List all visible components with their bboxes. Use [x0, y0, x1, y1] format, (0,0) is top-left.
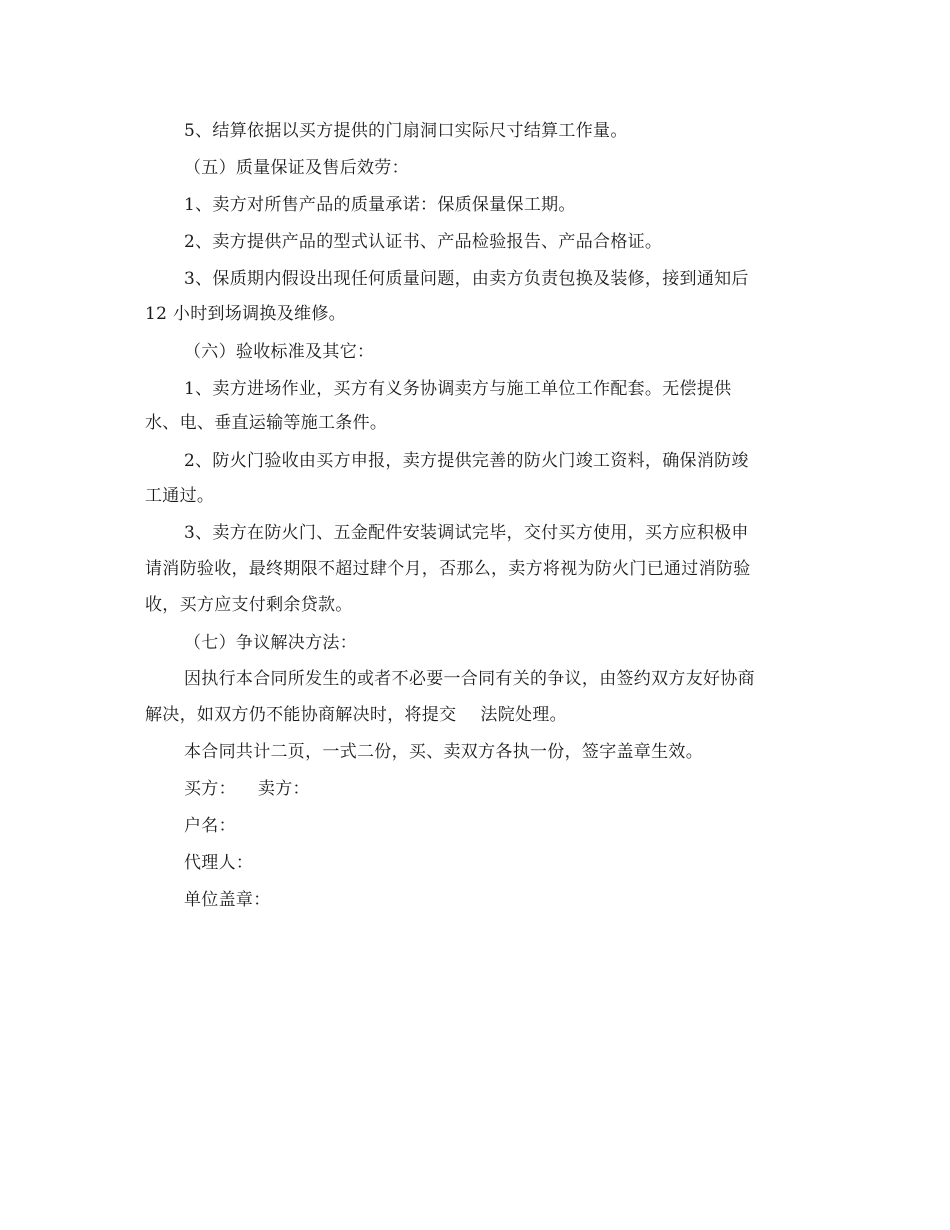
- court-line-after: 法院处理。: [480, 705, 567, 725]
- buyer-label: 买方：: [184, 779, 236, 799]
- clause-quality-2: 2、卖方提供产品的型式认证书、产品检验报告、产品合格证。: [184, 232, 663, 252]
- clause-acceptance-3-end: 收，买方应支付剩余贷款。: [145, 595, 353, 615]
- clause-quality-3: 3、保质期内假设出现任何质量问题，由卖方负责包换及装修，接到通知后: [184, 269, 749, 289]
- signature-parties: [184, 778, 310, 800]
- clause-acceptance-2-continued: 工通过。: [145, 486, 215, 506]
- section-7-heading: （七）争议解决方法：: [184, 633, 357, 653]
- section-5-heading: （五）质量保证及售后效劳：: [184, 158, 409, 178]
- clause-acceptance-3: 3、卖方在防火门、五金配件安装调试完毕，交付买方使用，买方应积极申: [184, 523, 749, 543]
- clause-copies: 本合同共计二页，一式二份，买、卖双方各执一份，签字盖章生效。: [184, 742, 703, 762]
- section-6-heading: （六）验收标准及其它：: [184, 342, 375, 362]
- agent-label: 代理人：: [184, 853, 254, 873]
- clause-quality-1: 1、卖方对所售产品的质量承诺：保质保量保工期。: [184, 195, 576, 215]
- clause-dispute: 因执行本合同所发生的或者不必要一合同有关的争议，由签约双方友好协商: [184, 669, 755, 689]
- clause-acceptance-2: 2、防火门验收由买方申报，卖方提供完善的防火门竣工资料，确保消防竣: [184, 451, 749, 471]
- clause-acceptance-1: 1、卖方进场作业，买方有义务协调卖方与施工单位工作配套。无偿提供: [184, 379, 732, 399]
- clause-quality-3-continued: 12 小时到场调换及维修。: [145, 304, 346, 324]
- court-line-before: 解决，如双方仍不能协商解决时，将提交: [145, 705, 457, 725]
- clause-dispute-continued: [145, 704, 567, 726]
- account-name-label: 户名：: [184, 816, 236, 836]
- company-seal-label: 单位盖章：: [184, 890, 271, 910]
- clause-acceptance-1-continued: 水、电、垂直运输等施工条件。: [145, 413, 388, 433]
- clause-acceptance-3-continued: 请消防验收，最终期限不超过肆个月，否那么，卖方将视为防火门已通过消防验: [145, 559, 751, 579]
- clause-5-settlement: 5、结算依据以买方提供的门扇洞口实际尺寸结算工作量。: [184, 121, 628, 141]
- seller-label: 卖方：: [257, 779, 310, 799]
